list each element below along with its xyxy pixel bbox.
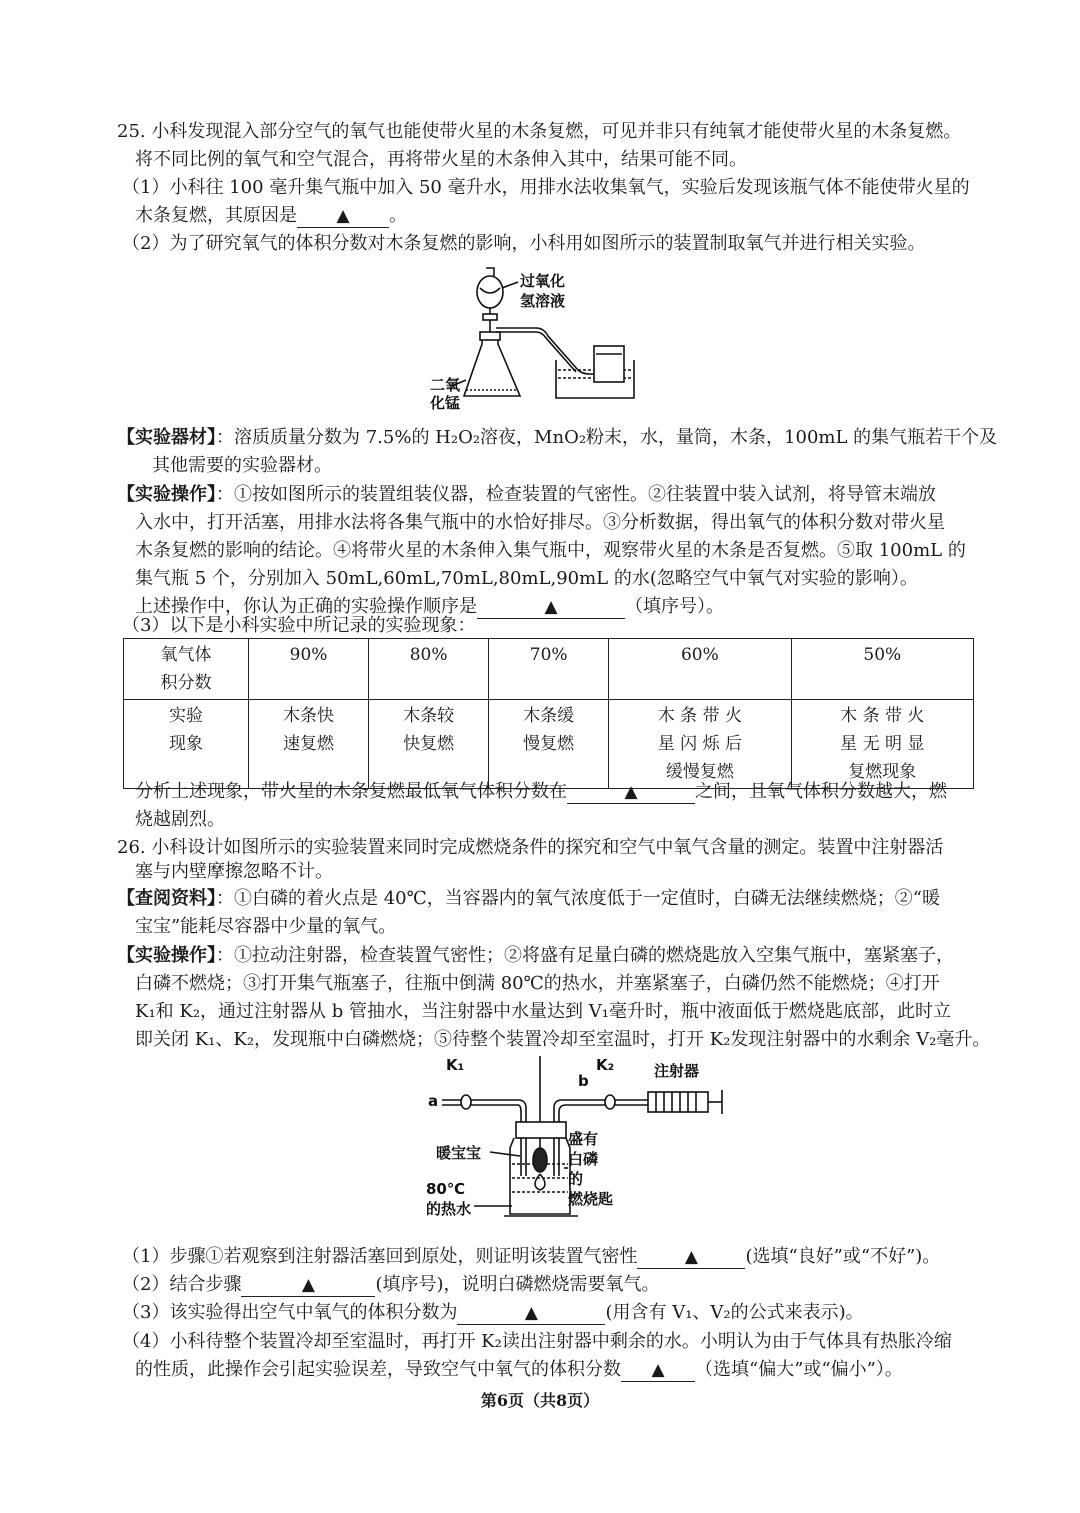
answer-blank-q26-1[interactable] [637,1246,745,1269]
warm-pack [533,1148,547,1172]
step4-text-b: （选填“偏大”或“偏小”）。 [695,1359,903,1380]
q25-part2: （2）为了研究氧气的体积分数对木条复燃的影响，小科用如图所示的装置制取氧气并进行相关实验。 [122,233,926,254]
analysis-text-a: 分析上述现象，带火星的木条复燃最低氧气体积分数在 [135,781,567,802]
table-cell: 木条较 快复燃 [369,700,489,789]
analysis-text-b: 之间，且氧气体积分数越大，燃 [695,781,947,802]
step1-text-b: (选填“良好”或“不好”)。 [745,1246,941,1267]
valve-k1 [461,1095,471,1109]
table-cell: 80% [369,639,489,700]
label-spoon-d: 燃烧匙 [568,1190,614,1208]
q26-ops-line2: 白磷不燃烧；③打开集气瓶塞子，往瓶中倒满 80℃的热水，并塞紧塞子，白磷仍然不能燃烧；④打开 [135,973,940,994]
label-hot-water-b: 的热水 [426,1200,472,1218]
phosphorus-apparatus-figure [418,1056,738,1226]
q25-ops-line3: 木条复燃的影响的结论。④将带火星的木条伸入集气瓶中，观察带火星的木条是否复燃。⑤取 100mL 的 [135,540,966,561]
page-footer: 第6页（共8页） [480,1391,600,1410]
answer-blank-q26-3[interactable] [457,1302,605,1325]
q26-step3 [122,1299,864,1327]
table-cell: 木条缓 慢复燃 [489,700,609,789]
label-syringe: 注射器 [654,1062,700,1080]
answer-blank-q26-4[interactable] [621,1359,695,1382]
step2-text-b: (填序号)，说明白磷燃烧需要氧气。 [375,1274,660,1295]
equipment-text: ：溶质质量分数为 7.5%的 H₂O₂溶夜，MnO₂粉末，水，量筒，木条，100mL 的集气瓶若干个及 [216,427,998,448]
table-cell: 木条快 速复燃 [249,700,369,789]
label-k1: K₁ [446,1056,465,1074]
q26-ops-line4: 即关闭 K₁、K₂，发现瓶中白磷燃烧；⑤待整个装置冷却至室温时，打开 K₂发现注射器中的水剩余 V₂毫升。 [135,1029,991,1050]
blank-marker: ▲ [524,1303,538,1323]
table-cell: 木 条 带 火 星 闪 烁 后 缓慢复燃 [609,700,791,789]
table-cell: 90% [249,639,369,700]
q26-step1 [122,1243,940,1271]
table-head-cell: 实验 现象 [124,700,249,789]
syringe [648,1092,708,1112]
table-cell: 50% [791,639,973,700]
ref-text: ：①白磷的着火点是 40℃，当容器内的氧气浓度低于一定值时，白磷无法继续燃烧；②“暖 [216,888,940,909]
q25-intro-line2: 将不同比例的氧气和空气混合，再将带火星的木条伸入其中，结果可能不同。 [135,149,747,170]
step3-text-b: (用含有 V₁、V₂的公式来表示)。 [605,1302,864,1323]
funnel-bulb [477,276,503,308]
step1-text-a: （1）步骤①若观察到注射器活塞回到原处，则证明该装置气密性 [122,1246,638,1267]
label-spoon-b: 白磷 [568,1150,599,1168]
q26-step4-line2 [135,1356,903,1384]
collecting-bottle [594,346,624,382]
q25-ops-line4: 集气瓶 5 个，分别加入 50mL,60mL,70mL,80mL,90mL 的水(忽略空气中氧气对实验的影响）。 [135,568,918,589]
q25-ops-line2: 入水中，打开活塞，用排水法将各集气瓶中的水恰好排尽。③分析数据，得出氧气的体积分数对带火星 [135,512,945,533]
label-hot-water-a: 80℃ [426,1180,466,1198]
label-spoon-a: 盛有 [568,1130,599,1148]
q25-ops-line1 [117,481,936,509]
q25-part1-line1: （1）小科往 100 毫升集气瓶中加入 50 毫升水，用排水法收集氧气，实验后发现该瓶气体不能使带火星的 [122,177,970,198]
label-k2: K₂ [596,1056,615,1074]
blank-marker: ▲ [336,206,350,226]
q25-part1-line2 [135,202,407,230]
q26-step2 [122,1271,660,1299]
label-warm-pack: 暖宝宝 [436,1144,482,1162]
answer-blank-q25-1[interactable] [297,205,389,228]
blank-marker: ▲ [624,782,638,802]
table-cell: 60% [609,639,791,700]
q25-part3: （3）以下是小科实验中所记录的实验现象： [122,615,476,636]
ops-text: ：①按如图所示的装置组装仪器，检查装置的气密性。②往装置中装入试剂，将导管末端放 [216,484,936,505]
label-mno2-b: 化锰 [430,394,461,412]
step3-text-a: （3）该实验得出空气中氧气的体积分数为 [122,1302,458,1323]
q26-step4-line1: （4）小科待整个装置冷却至室温时，再打开 K₂读出注射器中剩余的水。小明认为由于气体具有热胀冷缩 [122,1331,952,1352]
q26-ops-line3: K₁和 K₂，通过注射器从 b 管抽水，当注射器中水量达到 V₁毫升时，瓶中液面低于燃烧匙底部，此时立 [135,1001,951,1022]
blank-marker: ▲ [544,597,558,617]
label-b: b [578,1072,589,1090]
label-spoon-c: 的 [568,1170,584,1188]
ops-label: 【实验操作】 [117,484,216,505]
q26-ref-line1 [117,885,940,913]
order-end: （填序号）。 [625,596,724,617]
table-head-cell: 氧气体 积分数 [124,639,249,700]
equipment-label: 【实验器材】 [117,427,216,448]
oxygen-apparatus-figure [420,262,640,412]
q26-ref-line2: 宝宝”能耗尽容器中少量的氧气。 [135,916,397,937]
table-cell: 70% [489,639,609,700]
conical-flask [464,334,520,396]
order-question: 上述操作中，你认为正确的实验操作顺序是 [135,596,477,617]
q26-intro-line1: 26. 小科设计如图所示的实验装置来同时完成燃烧条件的探究和空气中氧气含量的测定。装置中注射器活 [117,837,944,858]
table-cell: 木 条 带 火 星 无 明 显 复燃现象 [791,700,973,789]
label-h2o2-a: 过氧化 [520,272,566,290]
answer-blank-q25-2[interactable] [477,596,625,619]
q25-equipment-line2: 其他需要的实验器材。 [152,455,332,476]
label-mno2-a: 二氧 [430,376,461,394]
table-row [124,639,974,700]
step2-text-a: （2）结合步骤 [122,1274,242,1295]
table-row [124,700,974,789]
ref-label: 【查阅资料】 [117,888,216,909]
label-h2o2-b: 氢溶液 [520,292,566,310]
q25-analysis-line2: 烧越剧烈。 [135,809,225,830]
q25-part1-end: 。 [389,205,407,226]
step4-text-a: 的性质，此操作会引起实验误差，导致空气中氧气的体积分数 [135,1359,621,1380]
answer-blank-q26-2[interactable] [241,1274,375,1297]
q26-ops-line1 [117,942,954,970]
q25-intro-line1: 25. 小科发现混入部分空气的氧气也能使带火星的木条复燃，可见并非只有纯氧才能使带火星的木条复燃。 [117,121,962,142]
blank-marker: ▲ [301,1275,315,1295]
ops-text: ：①拉动注射器，检查装置气密性；②将盛有足量白磷的燃烧匙放入空集气瓶中，塞紧塞子， [216,945,954,966]
q25-part1-text: 木条复燃，其原因是 [135,205,297,226]
label-a: a [428,1092,439,1110]
valve-k2 [605,1095,615,1109]
q26-intro-line2: 塞与内壁摩擦忽略不计。 [135,861,333,882]
stopper [516,1122,566,1138]
q25-analysis-line1 [135,778,947,806]
q25-equipment-line1 [117,424,997,452]
observation-table [123,638,974,789]
ops-label: 【实验操作】 [117,945,216,966]
blank-marker: ▲ [684,1247,698,1267]
answer-blank-q25-3[interactable] [567,781,695,804]
blank-marker: ▲ [651,1360,665,1380]
